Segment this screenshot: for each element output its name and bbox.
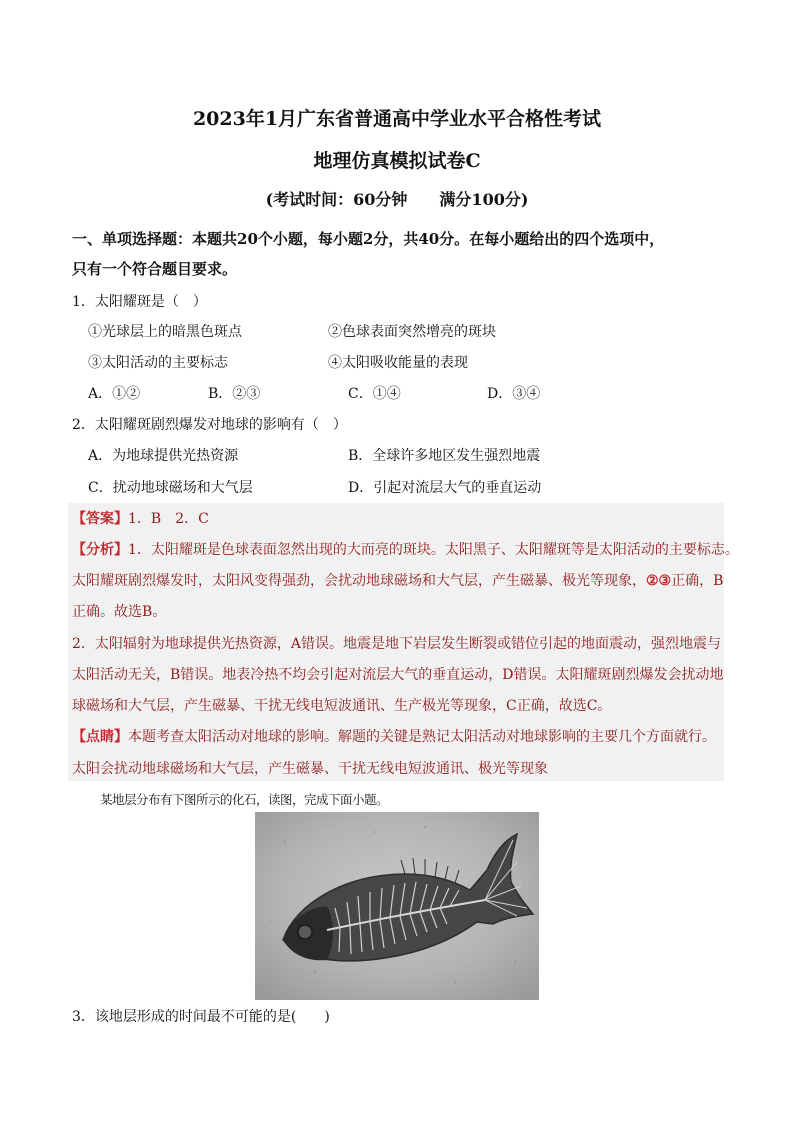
- comment-line-1: [72, 726, 716, 746]
- analysis-text-2a: 太阳耀斑剧烈爆发时，太阳风变得强劲，会扰动地球磁场和大气层，产生磁暴、极光等现象，: [72, 573, 646, 589]
- section-heading-cont: 只有一个符合题目要求。: [72, 260, 238, 278]
- comment-text-1: 本题考查太阳活动对地球的影响。解题的关键是熟记太阳活动对地球影响的主要几个方面就行。: [128, 729, 716, 745]
- q1-item-1: ①光球层上的暗黑色斑点: [88, 324, 242, 340]
- analysis-line-4: 2．太阳辐射为地球提供光热资源，A错误。地震是地下岩层发生断裂或错位引起的地面震动，强烈地震与: [72, 636, 722, 652]
- q1-item-2: ②色球表面突然增亮的斑块: [328, 324, 496, 340]
- comment-tag: 【点睛】: [72, 729, 128, 745]
- answer-line: [72, 508, 209, 528]
- analysis-line-5: 太阳活动无关，B错误。地表冷热不均会引起对流层大气的垂直运动，D错误。太阳耀斑剧烈爆发会扰动地: [72, 667, 724, 683]
- answer-tag: 【答案】: [72, 511, 128, 527]
- exam-info: (考试时间：60分钟 满分100分): [265, 190, 529, 209]
- analysis-highlight: ②③: [646, 573, 672, 589]
- exam-title: 2023年1月广东省普通高中学业水平合格性考试: [192, 108, 602, 130]
- comment-line-2: 太阳会扰动地球磁场和大气层，产生磁暴、干扰无线电短波通讯、极光等现象: [72, 761, 548, 777]
- analysis-tag: 【分析】: [72, 542, 128, 558]
- fish-fossil-image: [255, 812, 539, 1000]
- q1-item-4: ④太阳吸收能量的表现: [328, 355, 468, 371]
- q1-option-c: C．①④: [348, 386, 401, 402]
- q1-option-d: D．③④: [487, 386, 541, 402]
- q1-item-3: ③太阳活动的主要标志: [88, 355, 228, 371]
- question-1-stem: 1．太阳耀斑是（ ）: [72, 294, 207, 310]
- analysis-line-1: [72, 539, 739, 559]
- section-heading: 一、单项选择题：本题共20个小题，每小题2分，共40分。在每小题给出的四个选项中，: [72, 230, 665, 248]
- analysis-text-2c: 正确，B: [671, 573, 724, 589]
- q2-option-c: C．扰动地球磁场和大气层: [88, 480, 253, 496]
- exam-subtitle: 地理仿真模拟试卷C: [313, 150, 481, 172]
- q2-option-b: B．全球许多地区发生强烈地震: [348, 448, 541, 464]
- q2-option-d: D．引起对流层大气的垂直运动: [348, 480, 542, 496]
- analysis-text-1: 1．太阳耀斑是色球表面忽然出现的大而亮的斑块。太阳黑子、太阳耀斑等是太阳活动的主要标志。: [128, 542, 739, 558]
- answer-text: 1．B 2．C: [128, 511, 209, 527]
- question-2-stem: 2．太阳耀斑剧烈爆发对地球的影响有（ ）: [72, 417, 347, 433]
- analysis-line-3: 正确。故选B。: [72, 604, 167, 620]
- q1-option-a: A．①②: [88, 386, 141, 402]
- q2-option-a: A．为地球提供光热资源: [88, 448, 239, 464]
- q1-option-b: B．②③: [208, 386, 261, 402]
- figure-caption: 某地层分布有下图所示的化石，读图，完成下面小题。: [100, 792, 389, 807]
- analysis-line-2: [72, 570, 723, 590]
- question-3-stem: 3．该地层形成的时间最不可能的是( ): [72, 1009, 330, 1025]
- analysis-line-6: 球磁场和大气层，产生磁暴、干扰无线电短波通讯、生产极光等现象，C正确，故选C。: [72, 698, 612, 714]
